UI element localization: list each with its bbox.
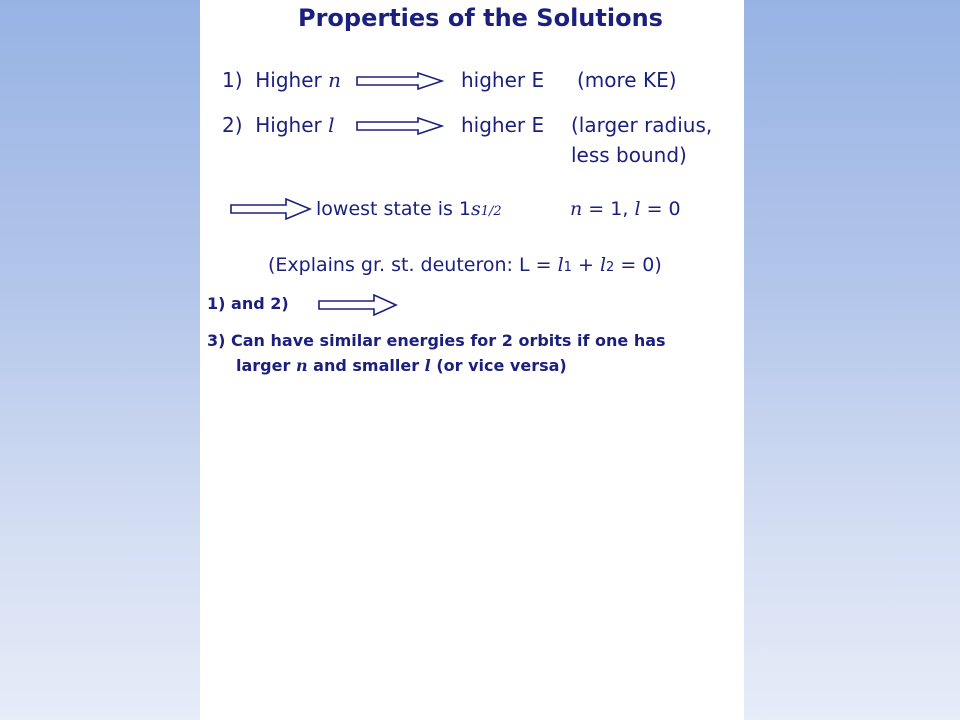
item1-note: (more KE) bbox=[577, 68, 677, 92]
item2-variable: l bbox=[328, 113, 335, 137]
item2-result: higher E bbox=[461, 113, 545, 137]
item3-smaller: and smaller bbox=[313, 356, 420, 375]
l1-subscript: 1 bbox=[563, 260, 572, 275]
l1-variable: l bbox=[557, 254, 564, 276]
lowest-state-subscript: 1/2 bbox=[480, 204, 502, 219]
explains-deuteron bbox=[268, 254, 662, 276]
item3-line2 bbox=[236, 356, 567, 375]
lowest-state-orbital: s bbox=[471, 198, 481, 220]
item2-arrow-icon bbox=[356, 117, 444, 135]
item3-n-variable: n bbox=[295, 356, 308, 375]
item1-left bbox=[222, 68, 341, 92]
item2-note-line2: less bound) bbox=[571, 143, 687, 167]
combo-text: 1) and 2) bbox=[207, 294, 289, 313]
l-variable: l bbox=[634, 198, 641, 220]
item3-line1: 3) Can have similar energies for 2 orbits if one has bbox=[207, 331, 666, 350]
explains-suffix: = 0) bbox=[620, 254, 662, 276]
lowest-state-label: lowest state is 1 bbox=[316, 198, 471, 220]
plus-sign: + bbox=[577, 254, 594, 276]
item3-l-variable: l bbox=[424, 356, 431, 375]
item2-note-line1: (larger radius, bbox=[571, 113, 713, 137]
item1-arrow-icon bbox=[356, 72, 444, 90]
lowest-state-text bbox=[316, 198, 502, 220]
explains-prefix: (Explains gr. st. deuteron: L = bbox=[268, 254, 552, 276]
item3-larger: larger bbox=[236, 356, 291, 375]
n-value: = 1, bbox=[588, 198, 629, 220]
item1-variable: n bbox=[328, 68, 341, 92]
lowest-state-arrow-icon bbox=[230, 198, 312, 220]
l-value: = 0 bbox=[646, 198, 681, 220]
item1-result: higher E bbox=[461, 68, 545, 92]
item2-label: Higher bbox=[255, 113, 322, 137]
n-variable: n bbox=[570, 198, 583, 220]
item1-label: Higher bbox=[255, 68, 322, 92]
item2-number: 2) bbox=[222, 113, 243, 137]
l2-subscript: 2 bbox=[606, 260, 615, 275]
item3-vice-versa: (or vice versa) bbox=[436, 356, 567, 375]
lowest-state-quantum-numbers bbox=[570, 198, 681, 220]
item2-left bbox=[222, 113, 335, 137]
l2-variable: l bbox=[599, 254, 607, 276]
item1-number: 1) bbox=[222, 68, 243, 92]
slide-title: Properties of the Solutions bbox=[298, 4, 663, 32]
combo-arrow-icon bbox=[318, 294, 400, 316]
